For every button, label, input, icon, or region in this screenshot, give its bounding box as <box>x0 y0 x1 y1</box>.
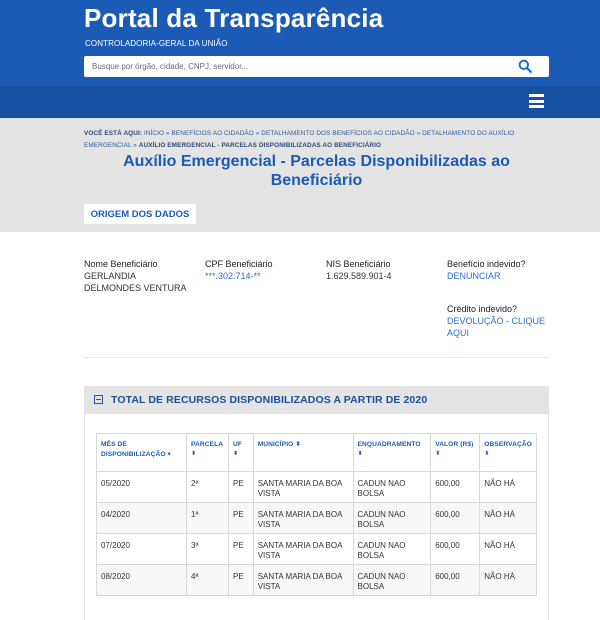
portal-subtitle: CONTROLADORIA-GERAL DA UNIÃO <box>85 39 228 48</box>
header-municipio: MUNICÍPIO <box>257 441 294 448</box>
sort-icon[interactable]: ⬍ <box>484 451 490 457</box>
table-header-row <box>97 434 537 472</box>
divider <box>84 357 549 358</box>
cell-mes: 07/2020 <box>97 534 187 565</box>
parcelas-table <box>96 433 537 596</box>
cell-municipio: SANTA MARIA DA BOA VISTA <box>253 534 353 565</box>
origem-dos-dados-button[interactable]: ORIGEM DOS DADOS <box>84 204 196 224</box>
cell-mes: 04/2020 <box>97 503 187 534</box>
search-box <box>84 56 549 77</box>
cell-municipio: SANTA MARIA DA BOA VISTA <box>253 565 353 596</box>
header-enquadramento: ENQUADRAMENTO <box>357 441 421 448</box>
sort-icon[interactable]: ⬍ <box>232 451 239 457</box>
devolucao-link-line2[interactable]: AQUI <box>447 328 470 338</box>
hamburger-menu-icon[interactable] <box>529 94 544 108</box>
cell-uf: PE <box>228 472 253 503</box>
cpf-value-link[interactable]: ***.302.714-** <box>205 271 261 281</box>
nome-value-line2: DELMONDES VENTURA <box>84 283 187 293</box>
cpf-beneficiario-block <box>205 258 273 282</box>
header-mes-line2: DISPONIBILIZAÇÃO <box>101 451 166 458</box>
beneficio-indevido-block <box>447 258 526 282</box>
cell-uf: PE <box>228 534 253 565</box>
table-row <box>97 503 537 534</box>
cell-uf: PE <box>228 565 253 596</box>
sort-icon[interactable]: ⬍ <box>357 451 363 457</box>
header-observacao: OBSERVAÇÃO <box>484 441 532 448</box>
header-mes-line1: MÊS DE <box>101 441 127 448</box>
breadcrumb: VOCÊ ESTÁ AQUI: INÍCIO » BENEFÍCIOS AO CIDADÃO » DETALHAMENTO DOS BENEFÍCIOS AO CIDADÃO » DETALHAMENTO DO AUXÍLIO EMERGENCIAL » AUXÍLIO EMERGENCIAL - PARCELAS DISPONIBILIZADAS AO BENEFICIÁRIO <box>84 130 515 149</box>
collapse-minus-icon[interactable] <box>94 395 103 404</box>
cpf-label: CPF Beneficiário <box>205 259 273 269</box>
cell-observacao: NÃO HÁ <box>480 472 537 503</box>
title-band <box>0 118 600 232</box>
cell-observacao: NÃO HÁ <box>480 534 537 565</box>
cell-enquadramento: CADUN NAO BOLSA <box>353 472 431 503</box>
cell-uf: PE <box>228 503 253 534</box>
cell-enquadramento: CADUN NAO BOLSA <box>353 534 431 565</box>
cell-enquadramento: CADUN NAO BOLSA <box>353 503 431 534</box>
table-row <box>97 565 537 596</box>
cell-valor: 600,00 <box>431 534 480 565</box>
table-row <box>97 472 537 503</box>
sort-icon[interactable]: ⬍ <box>191 451 197 457</box>
nome-value-line1: GERLANDIA <box>84 271 137 281</box>
credito-indevido-label: Crédito indevido? <box>447 304 518 314</box>
nome-beneficiario-block <box>84 258 187 294</box>
column-header-uf[interactable] <box>228 434 253 472</box>
portal-title[interactable]: Portal da Transparência <box>84 3 384 33</box>
breadcrumb-item-detalhamento-beneficios[interactable]: DETALHAMENTO DOS BENEFÍCIOS AO CIDADÃO <box>261 130 415 137</box>
cell-municipio: SANTA MARIA DA BOA VISTA <box>253 472 353 503</box>
breadcrumb-current: AUXÍLIO EMERGENCIAL - PARCELAS DISPONIBILIZADAS AO BENEFICIÁRIO <box>138 142 382 149</box>
cell-observacao: NÃO HÁ <box>480 565 537 596</box>
cell-parcela: 1ª <box>187 503 229 534</box>
search-icon[interactable] <box>518 59 532 73</box>
table-row <box>97 534 537 565</box>
search-input[interactable] <box>84 56 514 77</box>
nome-label: Nome Beneficiário <box>84 259 158 269</box>
cell-valor: 600,00 <box>431 503 480 534</box>
column-header-observacao[interactable] <box>480 434 537 472</box>
devolucao-link-line1[interactable]: DEVOLUÇÃO - CLIQUE <box>447 316 546 326</box>
sort-icon[interactable]: ⬍ <box>435 451 441 457</box>
breadcrumb-item-detalhamento-auxilio[interactable]: DETALHAMENTO DO AUXÍLIO EMERGENCIAL <box>84 130 515 149</box>
section-title: TOTAL DE RECURSOS DISPONIBILIZADOS A PARTIR DE 2020 <box>111 394 428 406</box>
navbar <box>0 86 600 118</box>
column-header-mes[interactable] <box>97 434 187 472</box>
nis-value: 1.629.589.901-4 <box>326 271 392 281</box>
cell-parcela: 3ª <box>187 534 229 565</box>
cell-valor: 600,00 <box>431 565 480 596</box>
column-header-parcela[interactable] <box>187 434 229 472</box>
sort-icon[interactable]: ⬍ <box>295 441 301 448</box>
breadcrumb-prefix: VOCÊ ESTÁ AQUI: <box>84 130 143 137</box>
cell-valor: 600,00 <box>431 472 480 503</box>
denunciar-link[interactable]: DENUNCIAR <box>447 271 501 281</box>
breadcrumb-item-inicio[interactable]: INÍCIO <box>143 130 165 137</box>
breadcrumb-item-beneficios[interactable]: BENEFÍCIOS AO CIDADÃO <box>171 130 254 137</box>
cell-mes: 05/2020 <box>97 472 187 503</box>
beneficio-indevido-label: Benefício indevido? <box>447 259 526 269</box>
header-uf: UF <box>232 441 242 448</box>
column-header-valor[interactable] <box>431 434 480 472</box>
header-parcela: PARCELA <box>191 441 224 448</box>
cell-municipio: SANTA MARIA DA BOA VISTA <box>253 503 353 534</box>
sort-desc-icon[interactable]: ▾ <box>167 451 171 458</box>
site-header <box>0 0 600 86</box>
header-valor: VALOR (R$) <box>435 441 474 448</box>
cell-parcela: 2ª <box>187 472 229 503</box>
cell-observacao: NÃO HÁ <box>480 503 537 534</box>
column-header-enquadramento[interactable] <box>353 434 431 472</box>
credito-indevido-block <box>447 303 545 339</box>
page-title: Auxílio Emergencial - Parcelas Disponibilizadas ao Beneficiário <box>123 153 510 189</box>
cell-mes: 08/2020 <box>97 565 187 596</box>
cell-parcela: 4ª <box>187 565 229 596</box>
nis-beneficiario-block <box>326 258 392 282</box>
column-header-municipio[interactable] <box>253 434 353 472</box>
cell-enquadramento: CADUN NAO BOLSA <box>353 565 431 596</box>
recursos-section-header[interactable] <box>84 386 549 414</box>
nis-label: NIS Beneficiário <box>326 259 391 269</box>
